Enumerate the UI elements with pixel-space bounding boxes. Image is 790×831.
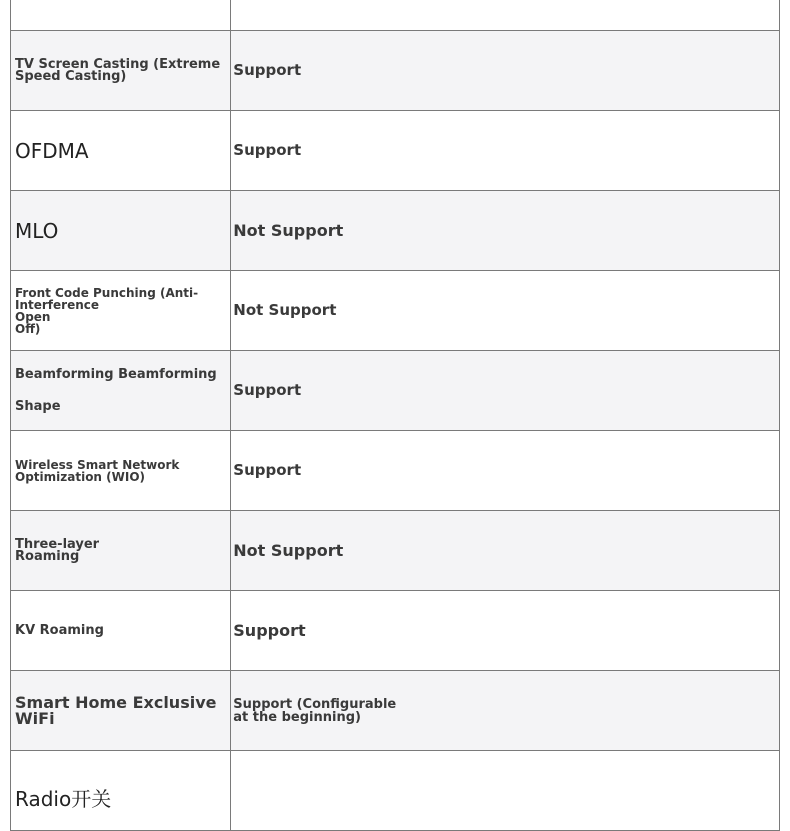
feature-label: TV Screen Casting (Extreme Speed Casting) [15,56,221,84]
feature-cell [11,31,231,111]
value-label: Support [233,141,302,159]
value-cell [231,511,780,591]
feature-cell [11,0,231,31]
value-label: Support [233,61,302,79]
value-cell [231,751,780,831]
value-cell [231,31,780,111]
value-label: Support [233,461,302,479]
feature-label: OFDMA [15,138,89,163]
value-label: Not Support [233,540,344,560]
spec-table [10,0,780,831]
value-cell [231,591,780,671]
feature-cell [11,191,231,271]
value-cell [231,191,780,271]
value-label: Support [233,620,306,640]
feature-cell [11,591,231,671]
feature-label: Radio开关 [15,786,112,811]
value-cell [231,271,780,351]
value-cell [231,111,780,191]
table-row [11,271,780,351]
feature-cell [11,351,231,431]
value-label: Support [233,381,302,399]
table-row [11,111,780,191]
feature-label: Beamforming Beamforming Shape [15,366,217,414]
value-cell [231,351,780,431]
feature-cell [11,511,231,591]
feature-cell [11,111,231,191]
feature-label: Front Code Punching (Anti-Interference Open Off) [15,285,199,336]
value-cell [231,431,780,511]
value-label: Not Support [233,301,337,319]
table-row [11,751,780,831]
feature-label: MLO [15,218,59,243]
feature-cell [11,431,231,511]
feature-cell [11,671,231,751]
table-row [11,31,780,111]
value-label: Support (Configurable at the beginning) [233,696,397,725]
table-row [11,351,780,431]
table-row [11,511,780,591]
value-cell [231,671,780,751]
table-row [11,191,780,271]
table-row [11,431,780,511]
feature-cell [11,751,231,831]
feature-label: Wireless Smart Network Optimization (WIO) [15,457,180,484]
table-row [11,0,780,31]
value-label: Not Support [233,220,344,240]
feature-label: Smart Home Exclusive WiFi [15,692,217,728]
feature-label: Three-layer Roaming [15,536,100,564]
feature-cell [11,271,231,351]
table-row [11,671,780,751]
value-cell [231,0,780,31]
table-row [11,591,780,671]
feature-label: KV Roaming [15,622,104,638]
